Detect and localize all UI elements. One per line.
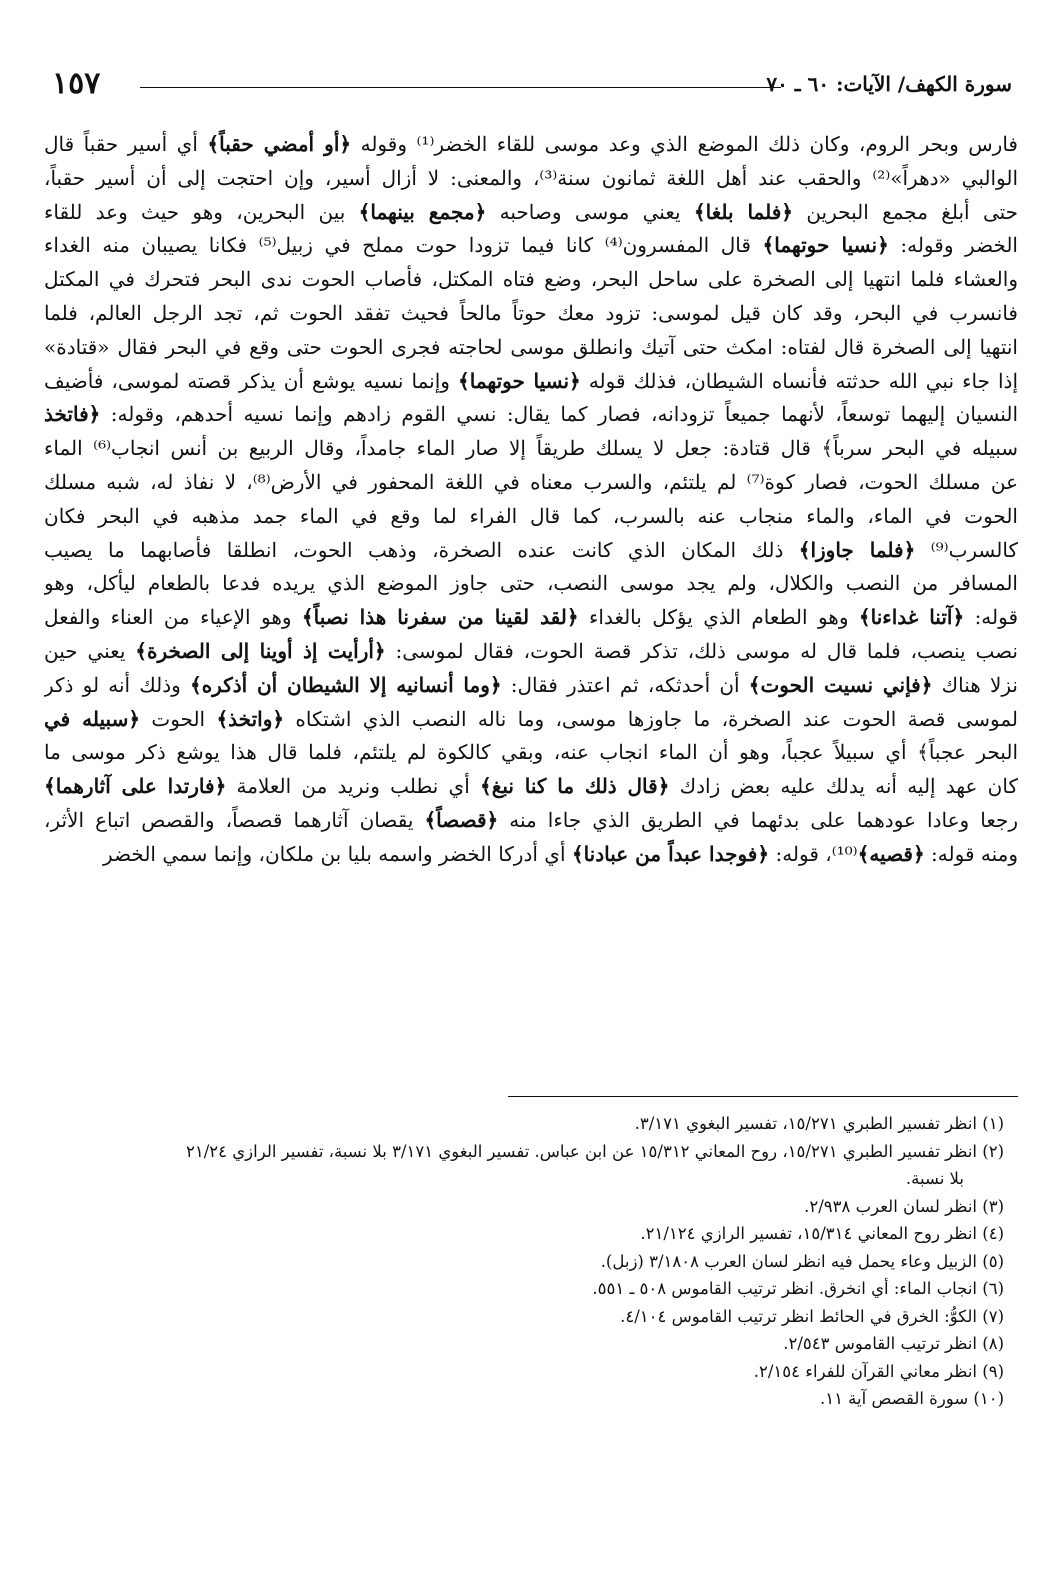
body-line: والعشاء فلما انتهيا إلى الصخرة على ساحل البحر، وضع فتاه المكتل، فأصاب الحوت ندى البحر فتحرك في المكتل bbox=[44, 267, 1018, 292]
body-line: ومنه قوله: ﴿قصيه﴾⁽¹⁰⁾، قوله: ﴿فوجدا عبداً من عبادنا﴾ أي أدركا الخضر واسمه بليا بن ملكان، وإنما سمي الخضر bbox=[103, 841, 1018, 866]
footnote-text: سورة القصص آية ١١. bbox=[819, 1389, 969, 1408]
body-line: قوله: ﴿آتنا غداءنا﴾ وهو الطعام الذي يؤكل بالغداء ﴿لقد لقينا من سفرنا هذا نصباً﴾ وهو الإعياء من العناء والفعل bbox=[44, 605, 1018, 630]
quran-quote: ﴿فارتدا على آثارهما﴾ bbox=[44, 774, 227, 799]
footnote-continuation: بلا نسبة. bbox=[905, 1169, 964, 1188]
body-line: النسيان إليهما توسعاً، لأنهما جميعاً تزودانه، فصار كما يقال: نسي القوم زادهم وإنما نسيه أحدهم، وقوله: ﴿فاتخذ bbox=[44, 402, 1018, 427]
footnote bbox=[44, 1385, 1004, 1413]
quran-quote: ﴿قصيه﴾ bbox=[857, 841, 925, 866]
quran-quote: ﴿واتخذ﴾ bbox=[216, 706, 285, 731]
quran-quote: ﴿سبيله في bbox=[44, 706, 141, 731]
footnotes bbox=[44, 1110, 1004, 1413]
body-line: نزلا هناك ﴿فإني نسيت الحوت﴾ أن أحدثكه، ثم اعتذر فقال: ﴿وما أنسانيه إلا الشيطان أن أذكره﴾ وذلك أنه لو ذكر bbox=[44, 672, 1018, 697]
footnote-text: انظر ترتيب القاموس ٢/٥٤٣. bbox=[783, 1334, 977, 1353]
quran-quote: ﴿أو أمضي حقباً﴾ bbox=[207, 132, 352, 156]
quran-quote: ﴿فلما جاوزا﴾ bbox=[798, 537, 916, 562]
body-line: المسافر من النصب والكلال، ولم يجد موسى النصب، حتى جاوز الموضع الذي يريده فدعا بالطعام ليأكل، وهو bbox=[44, 571, 1018, 596]
quran-quote: ﴿وما أنسانيه إلا الشيطان أن أذكره﴾ bbox=[189, 672, 502, 697]
footnote bbox=[44, 1330, 1004, 1358]
body-line: عن مسلك الحوت، فصار كوة⁽⁷⁾ لم يلتئم، والسرب معناه في اللغة المحفور في الأرض⁽⁸⁾، لا نفاذ له، شبه مسلك bbox=[44, 469, 1018, 494]
footnote-text: انظر تفسير الطبري ١٥/٢٧١، روح المعاني ١٥/٣١٢ عن ابن عباس. تفسير البغوي ٣/١٧١ بلا نسبة، تفسير الرازي ٢١/٢٤ bbox=[185, 1141, 977, 1161]
footnote-separator bbox=[508, 1096, 1018, 1097]
footnote-number: (٧) bbox=[982, 1306, 1004, 1326]
body-line: انتهيا إلى الصخرة قال لفتاه: امكث حتى آتيك وانطلق موسى لحاجته فجرى الحوت حتى وقع في البحر فقال «قتادة» bbox=[44, 334, 1018, 359]
footnote bbox=[44, 1303, 1004, 1331]
body-line: البحر عجباً﴾ أي سبيلاً عجباً، وهو أن الماء انجاب عنه، وبقي كالكوة لم يلتئم، فلما قال هذا يوشع ذكر موسى ما bbox=[44, 740, 1018, 765]
body-line: كالسرب⁽⁹⁾ ﴿فلما جاوزا﴾ ذلك المكان الذي كانت عنده الصخرة، وذهب الحوت، انطلقا فأصابهما ما يصيب bbox=[44, 537, 1018, 562]
quran-quote: ﴿فإني نسيت الحوت﴾ bbox=[748, 672, 933, 697]
footnote-text: انظر لسان العرب ٢/٩٣٨. bbox=[804, 1196, 977, 1216]
quran-quote: ﴿نسيا حوتهما﴾ bbox=[762, 233, 889, 258]
quran-quote: ﴿أرأيت إذ أوينا إلى الصخرة﴾ bbox=[135, 638, 386, 663]
page-number: ١٥٧ bbox=[52, 66, 101, 101]
footnote-text: انظر تفسير الطبري ١٥/٢٧١، تفسير البغوي ٣/١٧١. bbox=[634, 1114, 977, 1133]
body-line: حتى أبلغ مجمع البحرين ﴿فلما بلغا﴾ يعني موسى وصاحبه ﴿مجمع بينهما﴾ بين البحرين، وهو حيث وعد للقاء bbox=[44, 199, 1018, 224]
body-line: نصب ينصب، فلما قال له موسى ذلك، تذكر قصة الحوت، فقال لموسى: ﴿أرأيت إذ أوينا إلى الصخرة﴾ يعني حين bbox=[44, 638, 1018, 663]
footnote-text: انجاب الماء: أي انخرق. انظر ترتيب القاموس ٥٠٨ ـ ٥٥١. bbox=[592, 1279, 977, 1298]
footnote bbox=[44, 1138, 1004, 1166]
body-line: الحوت في الماء، والماء منجاب عنه بالسرب، كما قال الفراء لما وقع في الماء جمد مذهبه في البحر فكان bbox=[44, 503, 1018, 528]
page-header bbox=[44, 64, 1016, 104]
footnote-number: (٥) bbox=[982, 1251, 1004, 1271]
body-line: كان عهد إليه أنه يدلك عليه بعض زادك ﴿قال ذلك ما كنا نبغ﴾ أي نطلب ونريد من العلامة ﴿فارتدا على آثارهما﴾ bbox=[44, 774, 1018, 799]
quran-quote: ﴿نسيا حوتهما﴾ bbox=[458, 368, 581, 393]
running-title: سورة الكهف/ الآيات: ٦٠ ـ ٧٠ bbox=[766, 72, 1012, 96]
body-line: فارس وبحر الروم، وكان ذلك الموضع الذي وعد موسى للقاء الخضر⁽¹⁾ وقوله ﴿أو أمضي حقباً﴾ أي أسير حقباً قال bbox=[44, 132, 1018, 156]
footnote-number: (٨) bbox=[982, 1334, 1004, 1353]
body-line: الوالبي «دهراً»⁽²⁾ والحقب عند أهل اللغة ثمانون سنة⁽³⁾، والمعنى: لا أزال أسير، وإن احتجت إلى أن أسير حقباً، bbox=[44, 165, 1018, 190]
quran-quote: ﴿قصصاً﴾ bbox=[424, 807, 499, 832]
footnote-text: الزبيل وعاء يحمل فيه انظر لسان العرب ٣/١٨٠٨ (زبل). bbox=[600, 1251, 977, 1271]
main-text bbox=[44, 128, 1018, 872]
body-line: رجعا وعادا عودهما على بدئهما في الطريق الذي جاءا منه ﴿قصصاً﴾ يقصان آثارهما قصصاً، والقصص اتباع الأثر، bbox=[44, 807, 1018, 832]
footnote-number: (٤) bbox=[982, 1224, 1004, 1243]
footnote bbox=[44, 1193, 1004, 1221]
footnote bbox=[44, 1220, 1004, 1248]
quran-quote: ﴿قال ذلك ما كنا نبغ﴾ bbox=[479, 774, 670, 799]
footnote-number: (١٠) bbox=[973, 1389, 1004, 1408]
footnote bbox=[44, 1110, 1004, 1138]
footnote bbox=[44, 1248, 1004, 1276]
footnote-number: (٩) bbox=[982, 1361, 1004, 1381]
quran-quote: ﴿فوجدا عبداً من عبادنا﴾ bbox=[571, 841, 770, 866]
footnote bbox=[44, 1358, 1004, 1386]
quran-quote: ﴿آتنا غداءنا﴾ bbox=[858, 605, 965, 630]
footnote-text: انظر معاني القرآن للفراء ٢/١٥٤. bbox=[753, 1361, 977, 1381]
header-rule bbox=[140, 87, 781, 88]
footnote-text: انظر روح المعاني ١٥/٣١٤، تفسير الرازي ٢١/١٢٤. bbox=[640, 1224, 977, 1243]
footnote-text: الكوُّ: الخرق في الحائط انظر ترتيب القاموس ٤/١٠٤. bbox=[620, 1306, 977, 1326]
quran-quote: ﴿لقد لقينا من سفرنا هذا نصباً﴾ bbox=[301, 605, 579, 630]
body-line: سبيله في البحر سرباً﴾ قال قتادة: جعل لا يسلك طريقاً إلا صار الماء جامداً، وقال الربيع بن أنس انجاب⁽⁶⁾ الماء bbox=[44, 436, 1018, 461]
footnote-number: (٣) bbox=[982, 1196, 1004, 1216]
footnote bbox=[44, 1275, 1004, 1303]
footnote-number: (٢) bbox=[982, 1141, 1004, 1161]
body-line: إذا جاء نبي الله حدثته فأنساه الشيطان، فذلك قوله ﴿نسيا حوتهما﴾ وإنما نسيه يوشع أن يذكر قصته لموسى، فأضيف bbox=[44, 368, 1018, 393]
body-line: فانسرب في البحر، وقد كان قيل لموسى: تزود معك حوتاً مالحاً فحيث تفقد الحوت ثم، تجد الرجل العالم، فلما bbox=[44, 300, 1018, 325]
quran-quote: ﴿مجمع بينهما﴾ bbox=[358, 199, 487, 224]
body-line: الخضر وقوله: ﴿نسيا حوتهما﴾ قال المفسرون⁽⁴⁾ كانا فيما تزودا حوت مملح في زبيل⁽⁵⁾ فكانا يصيبان منه الغداء bbox=[44, 233, 1018, 258]
quran-quote: ﴿فلما بلغا﴾ bbox=[693, 199, 794, 224]
footnote-number: (٦) bbox=[982, 1279, 1004, 1298]
body-line: لموسى قصة الحوت عند الصخرة، ما جاوزها موسى، وما ناله النصب الذي اشتكاه ﴿واتخذ﴾ الحوت ﴿سبيله في bbox=[44, 706, 1018, 731]
footnote-number: (١) bbox=[982, 1114, 1004, 1133]
quran-quote: ﴿فاتخذ bbox=[44, 402, 101, 427]
